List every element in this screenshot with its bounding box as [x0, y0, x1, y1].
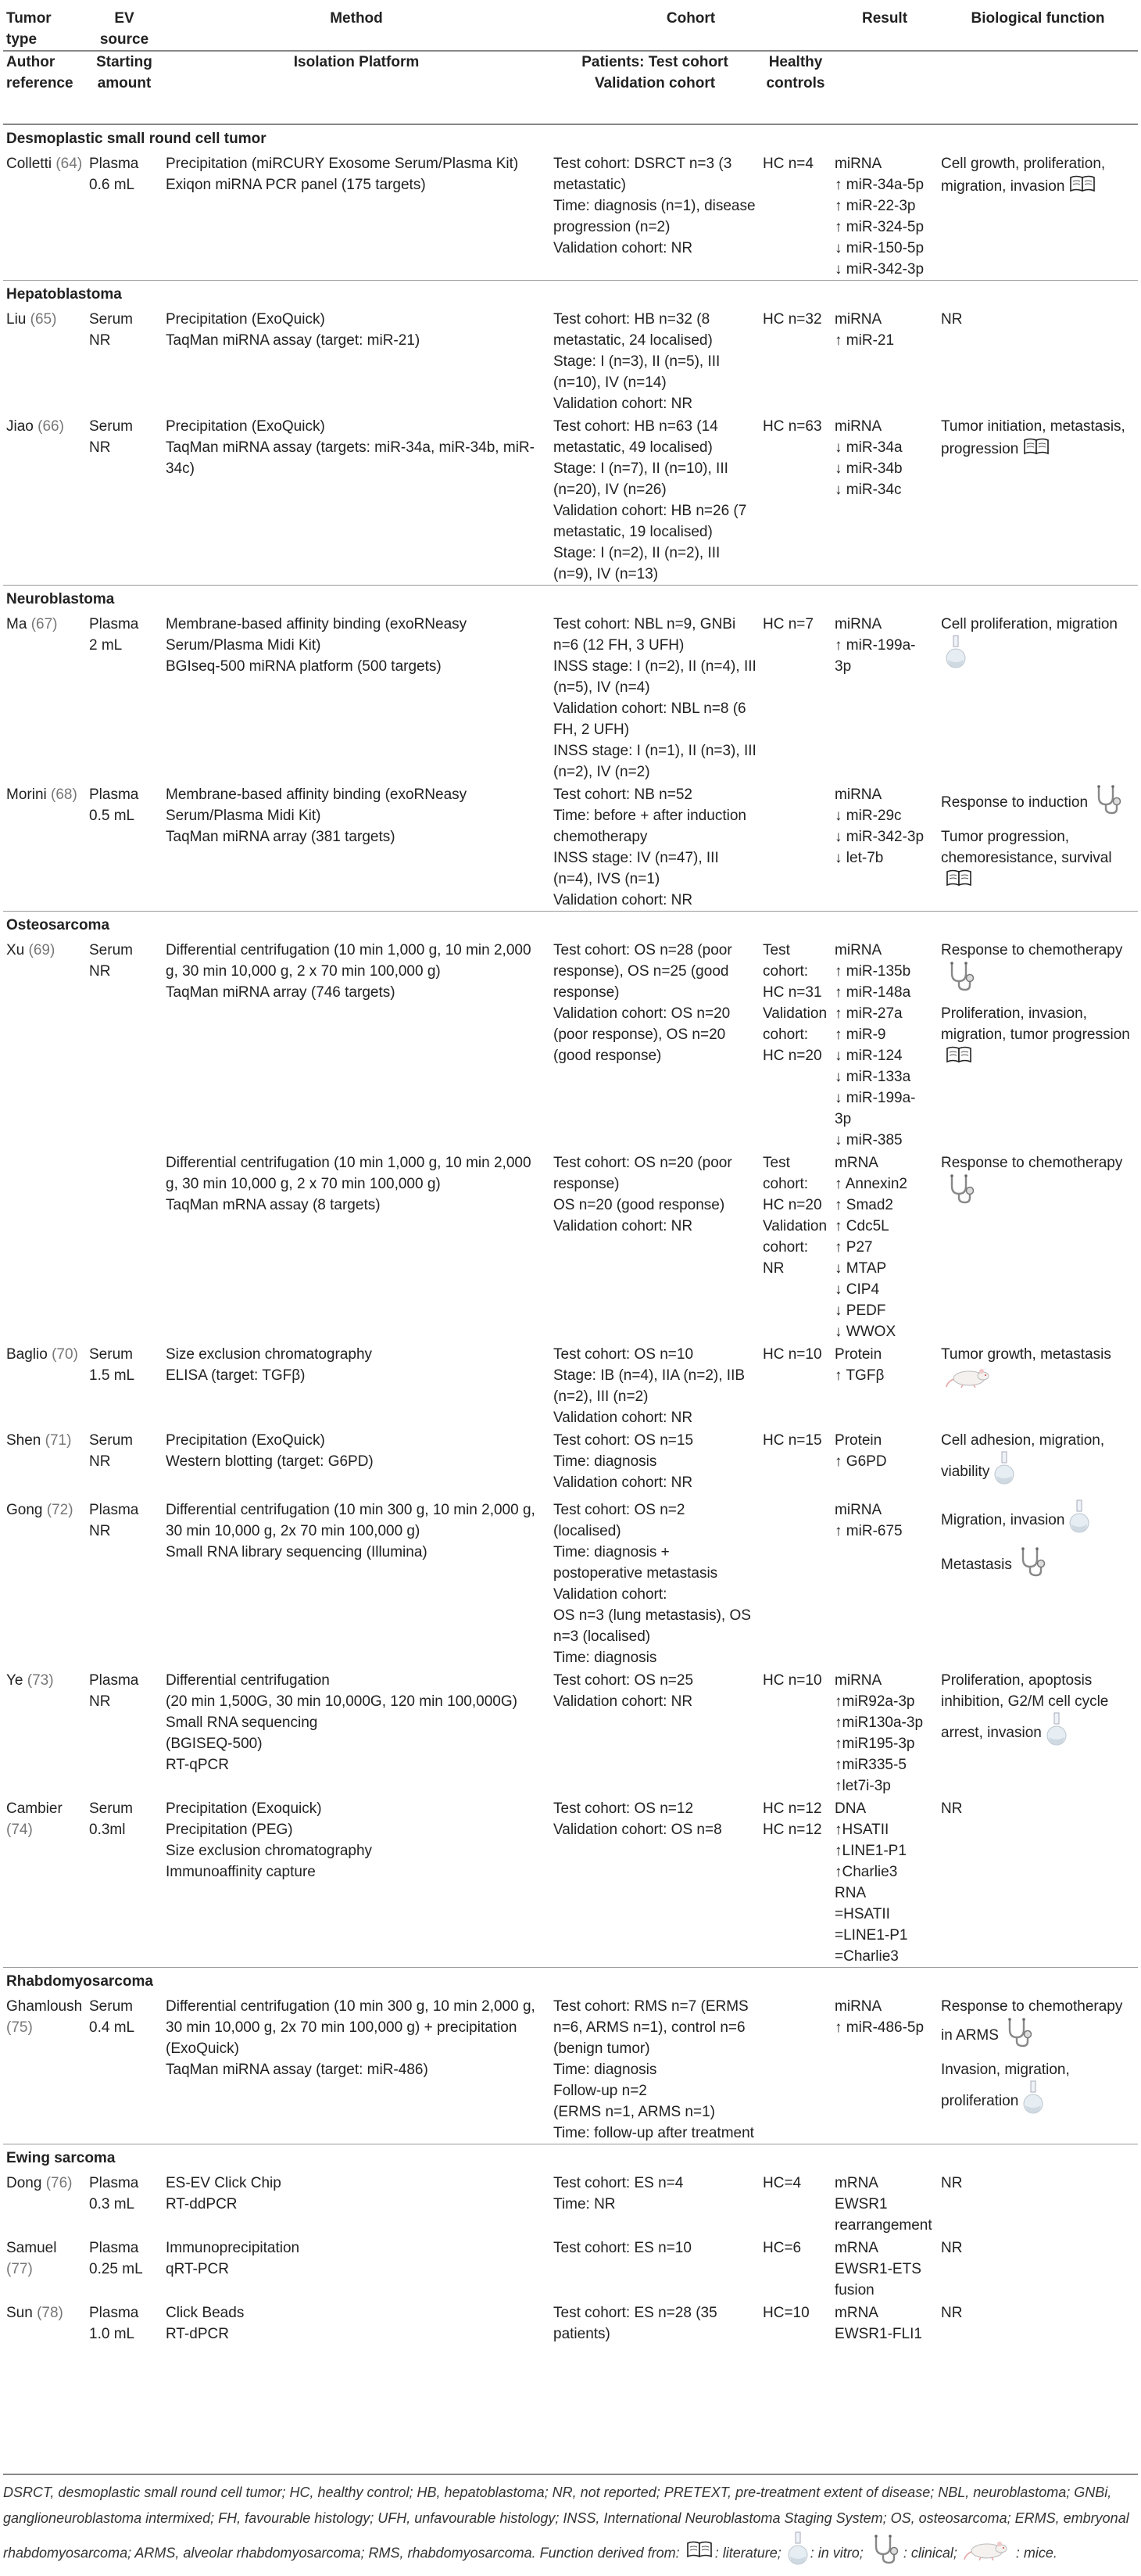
function-cell [938, 1342, 1138, 1428]
reference-link[interactable]: (75) [6, 2019, 33, 2036]
method-cell: Size exclusion chromatography ELISA (target: TGFβ) [166, 1346, 373, 1384]
section-row [3, 281, 1138, 308]
method-cell: Membrane-based affinity binding (exoRNeasy Serum/Plasma Midi Kit) TaqMan miRNA array (381 targets) [166, 786, 467, 845]
controls-cell: HC n=10 [763, 1346, 822, 1363]
function-entry [941, 2059, 1135, 2123]
result-cell: DNA ↑HSATII ↑LINE1-P1 ↑Charlie3 RNA =HSATII =LINE1-P1 =Charlie3 [835, 1800, 908, 1965]
author-cell [3, 1342, 86, 1428]
controls-cell: HC=4 [763, 2175, 802, 2191]
patients-cell: Test cohort: ES n=10 [553, 2240, 692, 2256]
method-cell: Precipitation (ExoQuick) Western blotting (target: G6PD) [166, 1432, 374, 1470]
patients-cell: Test cohort: OS n=15 Time: diagnosis Validation cohort: NR [553, 1432, 694, 1491]
flask-icon [946, 635, 966, 677]
header-cohort: Cohort [666, 10, 716, 27]
section-row [3, 586, 1138, 613]
author-name: Liu [6, 311, 27, 328]
patients-cell: Test cohort: OS n=20 (poor response) OS n=20 (good response) Validation cohort: NR [553, 1155, 732, 1234]
function-text: NR [941, 2175, 963, 2191]
function-text: Response to induction [941, 794, 1089, 811]
stethoscope-icon [1017, 1546, 1048, 1584]
flask-icon [1046, 1712, 1067, 1754]
header-row-1 [3, 0, 1138, 51]
ev-source-cell: Plasma 2 mL [89, 616, 139, 654]
function-entry [941, 153, 1135, 199]
ev-source-cell: Plasma 0.25 mL [89, 2240, 143, 2277]
table-row [3, 783, 1138, 912]
book-icon [686, 2540, 713, 2567]
reference-link[interactable]: (66) [38, 418, 64, 435]
table-footnote [3, 2474, 1138, 2576]
ev-source-cell: Serum 0.4 mL [89, 1998, 135, 2036]
result-cell: mRNA ↑ Annexin2 ↑ Smad2 ↑ Cdc5L ↑ P27 ↓ MTAP ↓ CIP4 ↓ PEDF ↓ WWOX [835, 1155, 907, 1340]
section-row [3, 1968, 1138, 1995]
function-cell [938, 1151, 1138, 1342]
function-text: Response to chemotherapy [941, 1155, 1123, 1171]
function-cell [938, 414, 1138, 586]
result-cell: miRNA ↑ miR-486-5p [835, 1998, 925, 2036]
function-cell [938, 1498, 1138, 1668]
patients-cell: Test cohort: OS n=25 Validation cohort: NR [553, 1672, 694, 1710]
table-row [3, 2171, 1138, 2236]
author-name: Gong [6, 1502, 43, 1518]
author-name: Xu [6, 942, 25, 958]
function-text: Proliferation, invasion, migration, tumor progression [941, 1005, 1130, 1043]
result-cell: miRNA ↓ miR-34a ↓ miR-34b ↓ miR-34c [835, 418, 903, 498]
section-title: Desmoplastic small round cell tumor [3, 124, 1138, 152]
result-cell: miRNA ↑ miR-199a- 3p [835, 616, 916, 675]
function-cell [938, 612, 1138, 783]
function-cell [938, 1668, 1138, 1797]
reference-link[interactable]: (69) [28, 942, 55, 958]
reference-link[interactable]: (70) [52, 1346, 78, 1363]
function-entry [941, 1430, 1135, 1493]
flask-icon [994, 1451, 1014, 1493]
controls-cell [760, 1498, 832, 1668]
patients-cell: Test cohort: ES n=4 Time: NR [553, 2175, 684, 2212]
table-row [3, 1668, 1138, 1797]
ev-source-cell [86, 1151, 163, 1342]
result-cell: miRNA ↓ miR-29c ↓ miR-342-3p ↓ let-7b [835, 786, 925, 866]
controls-cell: HC=10 [763, 2305, 810, 2321]
function-entry [941, 416, 1135, 462]
table-row [3, 1498, 1138, 1668]
function-text: Cell proliferation, migration [941, 616, 1118, 632]
method-cell: Differential centrifugation (10 min 300 g, 10 min 2,000 g, 30 min 10,000 g, 2x 70 min 100,000 g) + precipitation (ExoQuick) TaqMan miRNA assay (target: miR-486) [166, 1998, 535, 2078]
result-cell: mRNA EWSR1-FLI1 [835, 2305, 922, 2342]
function-entry [941, 1798, 1135, 1819]
header-healthy-controls: Healthy controls [760, 51, 832, 124]
function-entry [941, 1996, 1135, 2055]
function-entry [941, 1499, 1135, 1542]
result-cell: miRNA ↑ miR-34a-5p ↑ miR-22-3p ↑ miR-324-5p ↓ miR-150-5p ↓ miR-342-3p [835, 156, 925, 278]
author-cell [3, 1428, 86, 1498]
table-row [3, 1797, 1138, 1968]
table-row [3, 2301, 1138, 2345]
table-row [3, 938, 1138, 1151]
header-patients: Patients: Test cohort Validation cohort [550, 51, 760, 124]
function-cell [938, 1797, 1138, 1968]
patients-cell: Test cohort: RMS n=7 (ERMS n=6, ARMS n=1), control n=6 (benign tumor) Time: diagnosis Follow-up n=2 (ERMS n=1, ARMS n=1) Time: follow-up after treatment [553, 1998, 754, 2141]
table-row [3, 1151, 1138, 1342]
section-title: Neuroblastoma [3, 586, 1138, 613]
method-cell: Click Beads RT-dPCR [166, 2305, 245, 2342]
function-text: NR [941, 2240, 963, 2256]
function-text: Invasion, migration, proliferation [941, 2062, 1070, 2110]
controls-cell [760, 783, 832, 912]
method-cell: Differential centrifugation (20 min 1,500G, 30 min 10,000G, 120 min 100,000G) Small RNA sequencing (BGISEQ-500) RT-qPCR [166, 1672, 517, 1773]
book-icon [946, 1045, 972, 1070]
function-text: Tumor initiation, metastasis, progression [941, 418, 1125, 458]
function-entry [941, 614, 1135, 677]
reference-link[interactable]: (76) [45, 2175, 73, 2191]
header-biological-function: Biological function [971, 10, 1105, 27]
header-author-reference: Author reference [3, 51, 86, 124]
ev-source-cell: Serum NR [89, 311, 133, 349]
section-row [3, 2144, 1138, 2172]
function-text: Response to chemotherapy [941, 942, 1123, 958]
function-text: NR [941, 1800, 963, 1817]
stethoscope-icon [870, 2534, 901, 2574]
author-name: Samuel [6, 2240, 57, 2256]
function-text: NR [941, 311, 963, 328]
header-result: Result [861, 10, 908, 27]
ev-source-cell: Serum NR [89, 1432, 133, 1470]
result-cell: Protein ↑ TGFβ [835, 1346, 885, 1384]
function-text: Response to chemotherapy in ARMS [941, 1998, 1123, 2044]
patients-cell: Test cohort: OS n=10 Stage: IB (n=4), IIA (n=2), IIB (n=2), III (n=2) Validation cohort: NR [553, 1346, 746, 1426]
function-entry [941, 1152, 1135, 1211]
section-title: Hepatoblastoma [3, 281, 1138, 308]
patients-cell: Test cohort: OS n=2 (localised) Time: diagnosis + postoperative metastasis Validation cohort: OS n=3 (lung metastasis), OS n=3 (localised) Time: diagnosis [553, 1502, 751, 1666]
function-text: Cell growth, proliferation, migration, invasion [941, 156, 1106, 195]
method-cell: Precipitation (miRCURY Exosome Serum/Plasma Kit) Exiqon miRNA PCR panel (175 targets) [166, 156, 519, 193]
author-name: Jiao [6, 418, 34, 435]
patients-cell: Test cohort: OS n=12 Validation cohort: OS n=8 [553, 1800, 722, 1838]
header-empty-function [938, 51, 1138, 124]
controls-cell: Test cohort: HC n=31 Validation cohort: HC n=20 [763, 942, 828, 1064]
reference-link[interactable]: (67) [30, 616, 58, 632]
controls-cell: HC=6 [763, 2240, 802, 2256]
function-entry [941, 1344, 1135, 1395]
patients-cell: Test cohort: ES n=28 (35 patients) [553, 2305, 717, 2342]
author-cell [3, 1994, 86, 2144]
patients-cell: Test cohort: HB n=32 (8 metastatic, 24 localised) Stage: I (n=3), II (n=5), III (n=10), IV (n=14) Validation cohort: NR [553, 311, 721, 412]
ev-source-cell: Serum 0.3ml [89, 1800, 133, 1838]
section-title: Ewing sarcoma [3, 2144, 1138, 2172]
function-entry [941, 309, 1135, 330]
book-icon [1023, 437, 1050, 462]
footnote-literature: : literature; [714, 2545, 782, 2561]
function-cell [938, 152, 1138, 281]
reference-link[interactable]: (71) [45, 1432, 72, 1449]
ev-source-cell: Serum NR [89, 942, 133, 980]
method-cell: Differential centrifugation (10 min 1,000 g, 10 min 2,000 g, 30 min 10,000 g, 2 x 70 min 100,000 g) TaqMan mRNA assay (8 targets) [166, 1155, 531, 1213]
result-cell: mRNA EWSR1-ETS fusion [835, 2240, 921, 2298]
header-tumor-type: Tumor type [6, 10, 52, 48]
section-row [3, 912, 1138, 939]
author-name: Dong [6, 2175, 42, 2191]
author-cell [3, 2236, 86, 2301]
stethoscope-icon [946, 1173, 977, 1211]
author-cell [3, 938, 86, 1151]
controls-cell: HC n=15 [763, 1432, 822, 1449]
controls-cell: HC n=32 [763, 311, 822, 328]
header-method: Method [330, 10, 383, 27]
footnote-mice: : mice. [1015, 2545, 1057, 2561]
function-entry [941, 1546, 1135, 1584]
function-entry [941, 940, 1135, 998]
method-cell: Precipitation (ExoQuick) TaqMan miRNA assay (targets: miR-34a, miR-34b, miR-34c) [166, 418, 535, 477]
controls-cell [760, 1994, 832, 2144]
function-text: Cell adhesion, migration, viability [941, 1432, 1105, 1481]
author-name: Ma [6, 616, 27, 632]
book-icon [946, 869, 972, 894]
stethoscope-icon [1093, 784, 1124, 822]
stethoscope-icon [946, 961, 977, 998]
author-cell [3, 1797, 86, 1968]
controls-cell: HC n=4 [763, 156, 814, 172]
function-entry [941, 2302, 1135, 2323]
author-name: Cambier [6, 1800, 63, 1817]
header-ev-source: EV source [99, 10, 149, 48]
table-row [3, 2236, 1138, 2301]
function-text: Tumor growth, metastasis [941, 1346, 1111, 1363]
reference-link[interactable]: (68) [51, 786, 77, 803]
book-icon [1069, 174, 1096, 199]
function-text: NR [941, 2305, 963, 2321]
patients-cell: Test cohort: HB n=63 (14 metastatic, 49 localised) Stage: I (n=7), II (n=10), III (n=20), IV (n=26) Validation cohort: HB n=26 (7 metastatic, 19 localised) Stage: I (n=2), II (n=2), III (n=9), IV (n=13) [553, 418, 747, 582]
header-starting-amount: Starting amount [86, 51, 163, 124]
data-table [3, 0, 1138, 2345]
function-cell [938, 2171, 1138, 2236]
method-cell: Immunoprecipitation qRT-PCR [166, 2240, 300, 2277]
ev-source-cell: Plasma 0.6 mL [89, 156, 139, 193]
table-row [3, 612, 1138, 783]
function-entry [941, 826, 1135, 894]
ev-source-cell: Plasma 1.0 mL [89, 2305, 139, 2342]
mouse-icon [964, 2538, 1014, 2570]
flask-icon [788, 2531, 808, 2576]
method-cell: Precipitation (ExoQuick) TaqMan miRNA assay (target: miR-21) [166, 311, 420, 349]
function-entry [941, 2173, 1135, 2194]
function-entry [941, 784, 1135, 822]
footnote-invitro: : in vitro; [810, 2545, 864, 2561]
function-entry [941, 1003, 1135, 1070]
author-cell [3, 152, 86, 281]
patients-cell: Test cohort: NB n=52 Time: before + after induction chemotherapy INSS stage: IV (n=47), III (n=4), IVS (n=1) Validation cohort: NR [553, 786, 746, 908]
author-cell [3, 2171, 86, 2236]
ev-source-cell: Serum 1.5 mL [89, 1346, 135, 1384]
reference-link[interactable]: (72) [46, 1502, 73, 1518]
function-text: Proliferation, apoptosis inhibition, G2/M cell cycle arrest, invasion [941, 1672, 1109, 1742]
function-cell [938, 1428, 1138, 1498]
method-cell: Membrane-based affinity binding (exoRNeasy Serum/Plasma Midi Kit) BGIseq-500 miRNA platform (500 targets) [166, 616, 467, 675]
function-cell [938, 783, 1138, 912]
function-cell [938, 307, 1138, 414]
function-entry [941, 1670, 1135, 1754]
table-row [3, 1342, 1138, 1428]
author-name: Ghamloush [6, 1998, 83, 2015]
author-name: Ye [6, 1672, 23, 1689]
table-row [3, 152, 1138, 281]
author-cell [3, 1668, 86, 1797]
function-cell [938, 2236, 1138, 2301]
table-row [3, 1994, 1138, 2144]
function-text: Migration, invasion [941, 1512, 1065, 1529]
method-cell: Precipitation (Exoquick) Precipitation (PEG) Size exclusion chromatography Immunoaffinity capture [166, 1800, 373, 1880]
controls-cell: HC n=7 [763, 616, 814, 632]
author-cell [3, 612, 86, 783]
result-cell: miRNA ↑ miR-675 [835, 1502, 903, 1539]
header-isolation-platform: Isolation Platform [163, 51, 550, 124]
ev-source-cell: Plasma NR [89, 1672, 139, 1710]
function-text: Metastasis [941, 1557, 1012, 1574]
result-cell: mRNA EWSR1 rearrangement [835, 2175, 932, 2234]
table-row [3, 414, 1138, 586]
reference-link[interactable]: (64) [55, 156, 83, 172]
author-cell [3, 414, 86, 586]
reference-link[interactable]: (77) [6, 2261, 33, 2277]
mouse-icon [946, 1365, 996, 1395]
footnote-abbreviations: DSRCT, desmoplastic small round cell tumor; HC, healthy control; HB, hepatoblastoma; NR, not reported; PRETEXT, pre-treatment extent of disease; NBL, neuroblastoma; GNBi, ganglioneuroblastoma intermixed; FH, favourable histology; UFH, unfavourable histology; INSS, International Neuroblastoma Staging System; OS, osteosarcoma; ERMS, embryonal rhabdomyosarcoma; ARMS, alveolar rhabdomyosarcoma; RMS, rhabdomyosarcoma. Function derived from: [3, 2485, 1129, 2561]
function-text: Tumor progression, chemoresistance, survival [941, 829, 1112, 866]
flask-icon [1023, 2080, 1043, 2123]
footnote-clinical: : clinical; [903, 2545, 957, 2561]
function-cell [938, 1994, 1138, 2144]
author-name: Baglio [6, 1346, 48, 1363]
patients-cell: Test cohort: OS n=28 (poor response), OS n=25 (good response) Validation cohort: OS n=20 (poor response), OS n=20 (good response) [553, 942, 732, 1064]
ev-source-cell: Plasma NR [89, 1502, 139, 1539]
result-cell: miRNA ↑miR92a-3p ↑miR130a-3p ↑miR195-3p ↑miR335-5 ↑let7i-3p [835, 1672, 924, 1794]
result-cell: miRNA ↑ miR-21 [835, 311, 895, 349]
flask-icon [1069, 1499, 1089, 1542]
author-name: Morini [6, 786, 47, 803]
function-cell [938, 2301, 1138, 2345]
patients-cell: Test cohort: DSRCT n=3 (3 metastatic) Time: diagnosis (n=1), disease progression (n=2) Validation cohort: NR [553, 156, 756, 256]
section-title: Osteosarcoma [3, 912, 1138, 939]
author-cell [3, 2301, 86, 2345]
author-name: Sun [6, 2305, 33, 2321]
result-cell: miRNA ↑ miR-135b ↑ miR-148a ↑ miR-27a ↑ miR-9 ↓ miR-124 ↓ miR-133a ↓ miR-199a- 3p ↓ miR-385 [835, 942, 916, 1148]
table-row [3, 307, 1138, 414]
patients-cell: Test cohort: NBL n=9, GNBi n=6 (12 FH, 3 UFH) INSS stage: I (n=2), II (n=4), III (n=5), IV (n=4) Validation cohort: NBL n=8 (6 FH, 2 UFH) INSS stage: I (n=1), II (n=3), III (n=2), IV (n=2) [553, 616, 756, 780]
stethoscope-icon [1003, 2017, 1035, 2055]
reference-link[interactable]: (65) [30, 311, 57, 328]
header-empty-result [832, 51, 938, 124]
controls-cell: HC n=63 [763, 418, 822, 435]
header-row-2 [3, 51, 1138, 124]
ev-source-cell: Serum NR [89, 418, 133, 456]
reference-link[interactable]: (73) [27, 1672, 54, 1689]
controls-cell: HC n=12 HC n=12 [763, 1800, 822, 1838]
ev-source-cell: Plasma 0.3 mL [89, 2175, 139, 2212]
reference-link[interactable]: (78) [37, 2305, 63, 2321]
author-cell [3, 307, 86, 414]
author-cell [3, 1498, 86, 1668]
author-cell [3, 783, 86, 912]
result-cell: Protein ↑ G6PD [835, 1432, 887, 1470]
function-cell [938, 938, 1138, 1151]
reference-link[interactable]: (74) [6, 1822, 33, 1838]
author-cell [3, 1151, 86, 1342]
section-row [3, 124, 1138, 152]
ev-source-cell: Plasma 0.5 mL [89, 786, 139, 824]
method-cell: ES-EV Click Chip RT-ddPCR [166, 2175, 281, 2212]
function-entry [941, 2237, 1135, 2259]
author-name: Colletti [6, 156, 52, 172]
method-cell: Differential centrifugation (10 min 300 g, 10 min 2,000 g, 30 min 10,000 g, 2x 70 min 100,000 g) Small RNA library sequencing (Illumina) [166, 1502, 535, 1560]
controls-cell: HC n=10 [763, 1672, 822, 1689]
section-title: Rhabdomyosarcoma [3, 1968, 1138, 1995]
controls-cell: Test cohort: HC n=20 Validation cohort: NR [763, 1155, 828, 1277]
table-row [3, 1428, 1138, 1498]
method-cell: Differential centrifugation (10 min 1,000 g, 10 min 2,000 g, 30 min 10,000 g, 2 x 70 min 100,000 g) TaqMan miRNA array (746 targets) [166, 942, 531, 1001]
author-name: Shen [6, 1432, 41, 1449]
